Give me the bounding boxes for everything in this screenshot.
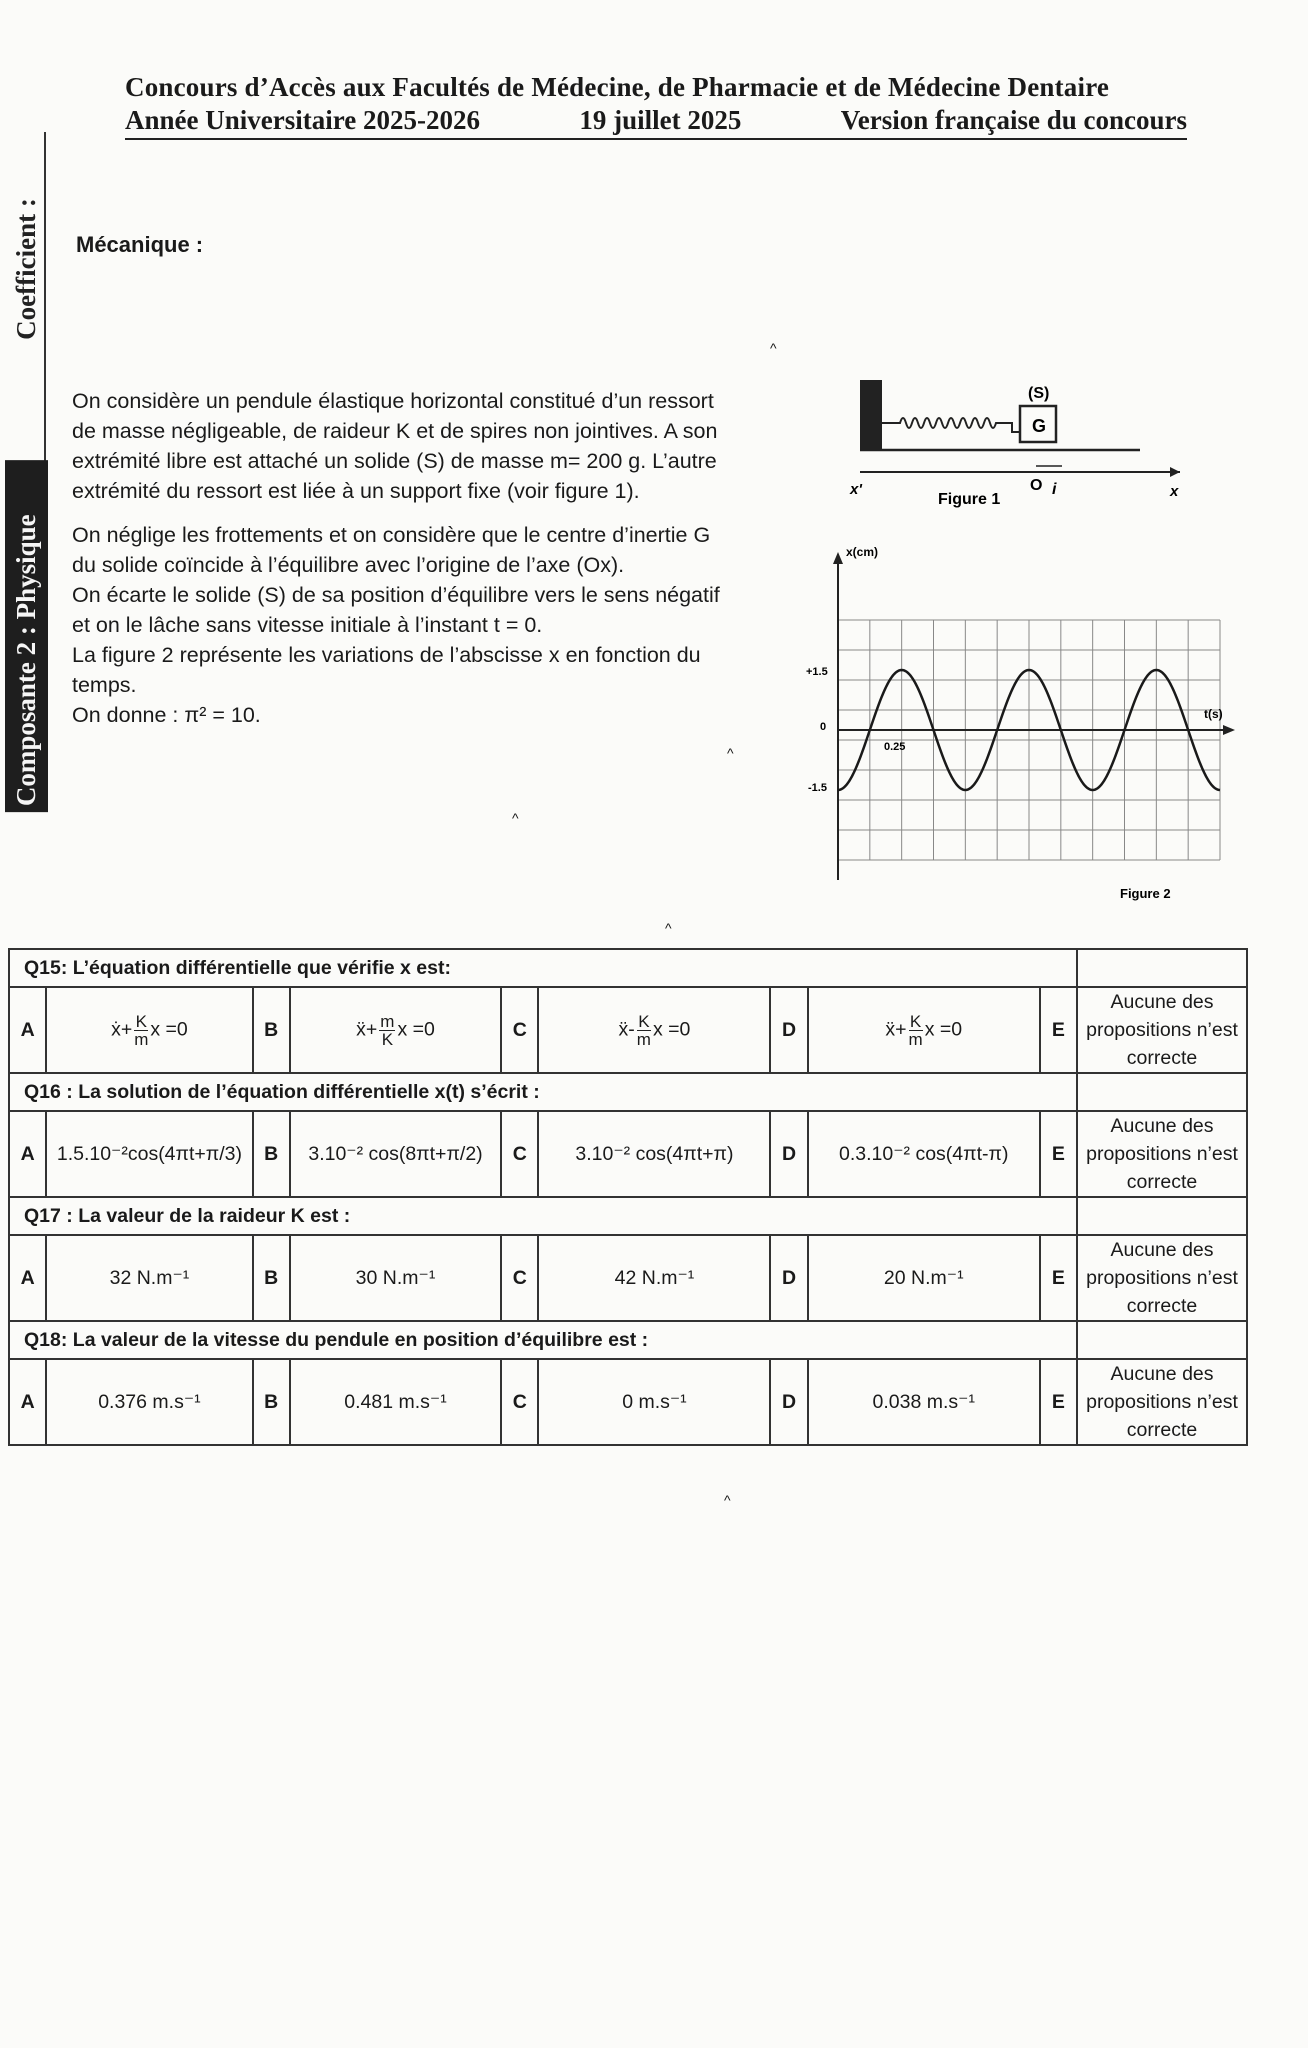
x-tick: 0.25 xyxy=(884,741,906,753)
fraction xyxy=(134,1013,148,1048)
side-banner xyxy=(0,132,52,812)
page-header xyxy=(125,72,1187,140)
option-e[interactable] xyxy=(1077,1359,1247,1445)
paragraph-setup xyxy=(72,386,792,506)
option-letter-e[interactable]: E xyxy=(1040,1235,1077,1321)
question-number: Q18: xyxy=(24,1328,68,1351)
option-c[interactable] xyxy=(538,1359,770,1445)
axis-right-label: x xyxy=(1170,483,1179,500)
option-letter-a[interactable]: A xyxy=(9,1111,46,1197)
option-letter-a[interactable]: A xyxy=(9,1359,46,1445)
exam-subtitle xyxy=(125,105,1187,140)
options-row xyxy=(9,987,1247,1073)
option-letter-c[interactable]: C xyxy=(501,1359,538,1445)
option-letter-e[interactable]: E xyxy=(1040,1359,1077,1445)
questions-table xyxy=(8,948,1248,1446)
option-text: 32 N.m⁻¹ xyxy=(109,1267,190,1289)
spring-icon xyxy=(882,418,1020,432)
figure-1-caption: Figure 1 xyxy=(938,491,1001,508)
option-text: 0.376 m.s⁻¹ xyxy=(98,1391,201,1413)
x-axis-arrow-icon xyxy=(1223,725,1235,735)
option-letter-d[interactable]: D xyxy=(770,1111,807,1197)
text-line: du solide coïncide à l’équilibre avec l’origine de l’axe (Ox). xyxy=(72,553,625,577)
option-e[interactable] xyxy=(1077,1235,1247,1321)
question-row xyxy=(9,1197,1247,1235)
center-label: G xyxy=(1032,416,1047,436)
coefficient-label: Coefficient : xyxy=(11,132,42,340)
x-axis-label: t(s) xyxy=(1204,707,1223,721)
chart-grid xyxy=(838,620,1220,860)
blank-cell xyxy=(1077,949,1247,987)
option-text: 0.3.10⁻² cos(4πt-π) xyxy=(839,1143,1009,1165)
fraction xyxy=(637,1013,651,1048)
option-letter-e[interactable]: E xyxy=(1040,1111,1077,1197)
equation-suffix: x =0 xyxy=(652,1018,691,1041)
axis-arrow-icon xyxy=(1170,467,1180,477)
option-d[interactable] xyxy=(808,1359,1040,1445)
numerator: K xyxy=(135,1011,147,1031)
option-letter-b[interactable]: B xyxy=(253,1111,290,1197)
question-prompt: La valeur de la raideur K est : xyxy=(78,1204,351,1227)
option-a[interactable] xyxy=(46,1359,252,1445)
option-a[interactable] xyxy=(46,1235,252,1321)
y-axis-arrow-icon xyxy=(833,552,843,564)
question-prompt: La solution de l’équation différentielle x(t) s’écrit : xyxy=(78,1080,540,1103)
origin-label: O xyxy=(1030,477,1043,494)
option-b[interactable] xyxy=(290,1111,501,1197)
blank-cell xyxy=(1077,1197,1247,1235)
text-line: On donne : π² = 10. xyxy=(72,703,261,727)
option-text: 30 N.m⁻¹ xyxy=(355,1267,436,1289)
option-a[interactable] xyxy=(46,1111,252,1197)
option-d[interactable] xyxy=(808,1235,1040,1321)
question-row xyxy=(9,1321,1247,1359)
option-letter-a[interactable]: A xyxy=(9,987,46,1073)
option-text: Aucune des propositions n’est correcte xyxy=(1086,991,1238,1069)
option-letter-d[interactable]: D xyxy=(770,1235,807,1321)
option-text: 0 m.s⁻¹ xyxy=(622,1391,687,1413)
question-number: Q16 : xyxy=(24,1080,73,1103)
figure-2-caption: Figure 2 xyxy=(1120,886,1171,901)
option-c[interactable] xyxy=(538,1111,770,1197)
question-prompt: L’équation différentielle que vérifie x est: xyxy=(72,956,451,979)
stray-mark: ^ xyxy=(727,745,734,761)
question-prompt: La valeur de la vitesse du pendule en position d’équilibre est : xyxy=(72,1328,649,1351)
unit-vector-label: i xyxy=(1052,481,1057,498)
solid-label: (S) xyxy=(1028,385,1050,402)
option-letter-c[interactable]: C xyxy=(501,987,538,1073)
text-line: extrémité du ressort est liée à un support fixe (voir figure 1). xyxy=(72,479,640,503)
fraction xyxy=(909,1013,923,1048)
stray-mark: ^ xyxy=(512,810,519,826)
y-tick-zero: 0 xyxy=(820,721,827,733)
fixed-support xyxy=(860,380,882,450)
option-text: 3.10⁻² cos(8πt+π/2) xyxy=(308,1143,483,1165)
question-number: Q15: xyxy=(24,956,68,979)
question-number: Q17 : xyxy=(24,1204,73,1227)
section-title: Mécanique : xyxy=(76,232,204,257)
option-b[interactable] xyxy=(290,1235,501,1321)
text-line: On considère un pendule élastique horizontal constitué d’un ressort xyxy=(72,389,714,413)
text-line: On écarte le solide (S) de sa position d’équilibre vers le sens négatif xyxy=(72,583,720,607)
option-d[interactable] xyxy=(808,987,1040,1073)
denominator: K xyxy=(381,1029,394,1049)
text-line: extrémité libre est attaché un solide (S) de masse m= 200 g. L’autre xyxy=(72,449,717,473)
question-text xyxy=(9,1197,1077,1235)
options-row xyxy=(9,1235,1247,1321)
option-e[interactable] xyxy=(1077,1111,1247,1197)
option-letter-a[interactable]: A xyxy=(9,1235,46,1321)
question-text xyxy=(9,1321,1077,1359)
equation-prefix: ẍ+ xyxy=(356,1018,378,1041)
stray-mark: ^ xyxy=(665,920,672,936)
text-line: On néglige les frottements et on considère que le centre d’inertie G xyxy=(72,523,711,547)
component-label: Composante 2 : Physique xyxy=(5,460,48,812)
option-text: Aucune des propositions n’est correcte xyxy=(1086,1115,1238,1193)
text-line: et on le lâche sans vitesse initiale à l’instant t = 0. xyxy=(72,613,543,637)
equation-prefix: ẍ- xyxy=(618,1018,635,1041)
options-row xyxy=(9,1359,1247,1445)
question-row xyxy=(9,1073,1247,1111)
denominator: m xyxy=(636,1029,651,1049)
text-line: temps. xyxy=(72,673,137,697)
denominator: m xyxy=(908,1029,923,1049)
equation-suffix: x =0 xyxy=(150,1018,188,1041)
question-text xyxy=(9,1073,1077,1111)
option-b[interactable] xyxy=(290,1359,501,1445)
option-a[interactable] xyxy=(46,987,252,1073)
options-row xyxy=(9,1111,1247,1197)
axis-left-label: x' xyxy=(850,481,862,498)
stray-mark: ^ xyxy=(770,340,777,356)
option-e[interactable] xyxy=(1077,987,1247,1073)
option-letter-b[interactable]: B xyxy=(253,1235,290,1321)
text-line: La figure 2 représente les variations de l’abscisse x en fonction du xyxy=(72,643,701,667)
blank-cell xyxy=(1077,1321,1247,1359)
paragraph-conditions xyxy=(72,520,792,730)
exam-title: Concours d’Accès aux Facultés de Médecine, de Pharmacie et de Médecine Dentaire xyxy=(125,72,1110,102)
option-d[interactable] xyxy=(808,1111,1040,1197)
question-text xyxy=(9,949,1077,987)
option-letter-c[interactable]: C xyxy=(501,1111,538,1197)
option-text: 20 N.m⁻¹ xyxy=(883,1267,964,1289)
option-text: Aucune des propositions n’est correcte xyxy=(1086,1363,1238,1441)
numerator: K xyxy=(638,1011,650,1031)
equation-suffix: x =0 xyxy=(924,1018,963,1041)
academic-year: Année Universitaire 2025-2026 xyxy=(125,105,480,135)
exam-date: 19 juillet 2025 xyxy=(579,105,742,135)
denominator: m xyxy=(134,1029,149,1049)
option-text: 3.10⁻² cos(4πt+π) xyxy=(575,1143,734,1165)
question-row xyxy=(9,949,1247,987)
text-line: de masse négligeable, de raideur K et de spires non jointives. A son xyxy=(72,419,718,443)
option-text: 42 N.m⁻¹ xyxy=(614,1267,695,1289)
problem-statement xyxy=(72,386,792,730)
figure-1-spring-diagram xyxy=(840,368,1200,518)
exam-version: Version française du concours xyxy=(840,105,1187,135)
equation-suffix: x =0 xyxy=(397,1018,435,1041)
option-text: Aucune des propositions n’est correcte xyxy=(1086,1239,1238,1317)
y-axis-label: x(cm) xyxy=(846,545,879,559)
option-b[interactable] xyxy=(290,987,501,1073)
option-letter-e[interactable]: E xyxy=(1040,987,1077,1073)
option-letter-d[interactable]: D xyxy=(770,1359,807,1445)
blank-cell xyxy=(1077,1073,1247,1111)
option-text: 1.5.10⁻²cos(4πt+π/3) xyxy=(56,1143,242,1165)
option-c[interactable] xyxy=(538,987,770,1073)
option-letter-b[interactable]: B xyxy=(253,987,290,1073)
option-letter-c[interactable]: C xyxy=(501,1235,538,1321)
option-text: 0.481 m.s⁻¹ xyxy=(344,1391,447,1413)
equation-prefix: ẋ+ xyxy=(111,1018,133,1041)
numerator: K xyxy=(909,1011,922,1031)
option-c[interactable] xyxy=(538,1235,770,1321)
equation-prefix: ẍ+ xyxy=(885,1018,907,1041)
option-letter-b[interactable]: B xyxy=(253,1359,290,1445)
y-tick-pos: +1.5 xyxy=(806,666,828,678)
figure-2-chart xyxy=(780,540,1240,910)
fraction xyxy=(379,1013,395,1048)
stray-mark: ^ xyxy=(724,1492,731,1508)
y-tick-neg: -1.5 xyxy=(808,782,827,794)
numerator: m xyxy=(380,1011,395,1031)
option-letter-d[interactable]: D xyxy=(770,987,807,1073)
option-text: 0.038 m.s⁻¹ xyxy=(872,1391,975,1413)
